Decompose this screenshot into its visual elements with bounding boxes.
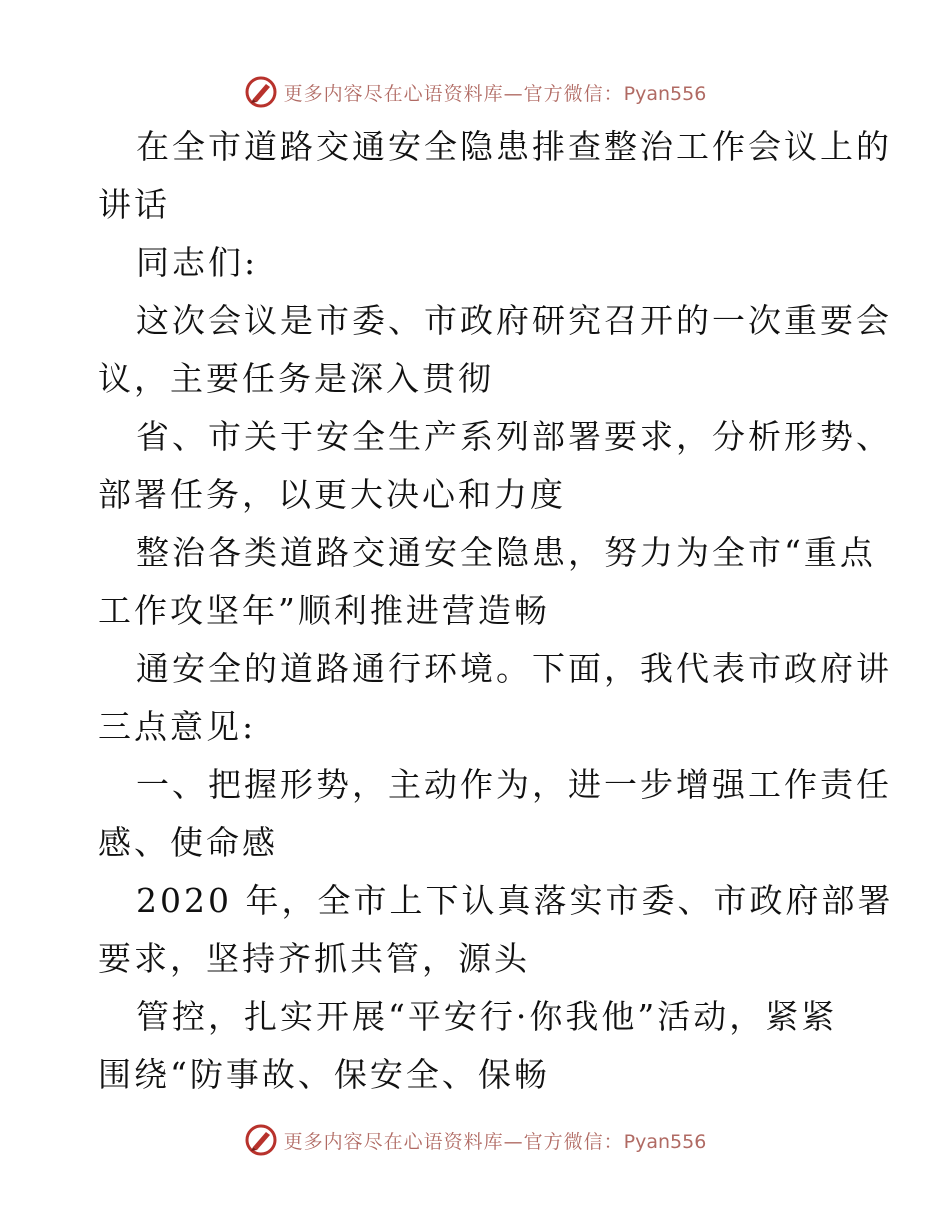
watermark-text: 更多内容尽在心语资料库—官方微信：Pyan556: [283, 1130, 707, 1153]
text-line: 讲话: [98, 185, 170, 224]
text-line: 通安全的道路通行环境。下面，我代表市政府讲: [136, 649, 892, 688]
document-body: [98, 118, 894, 1104]
watermark-wechat-id: Pyan556: [623, 1130, 707, 1153]
watermark-wechat-id: Pyan556: [623, 82, 707, 105]
text-line: 一、把握形势，主动作为，进一步增强工作责任: [136, 765, 892, 804]
text-line: 2020 年，全市上下认真落实市委、市政府部署: [136, 881, 894, 920]
text-line: 部署任务，以更大决心和力度: [98, 475, 566, 514]
footer-watermark: [0, 1120, 950, 1160]
text-line: 三点意见:: [98, 707, 257, 746]
text-line: 在全市道路交通安全隐患排查整治工作会议上的: [136, 127, 892, 166]
header-watermark: [0, 72, 950, 112]
text-line: 省、市关于安全生产系列部署要求，分析形势、: [136, 417, 892, 456]
watermark-text: 更多内容尽在心语资料库—官方微信：Pyan556: [283, 82, 707, 105]
text-line: 管控，扎实开展“平安行·你我他”活动，紧紧: [136, 997, 838, 1036]
text-line: 这次会议是市委、市政府研究召开的一次重要会: [136, 301, 892, 340]
text-line: 同志们:: [136, 243, 259, 282]
text-line: 要求，坚持齐抓共管，源头: [98, 939, 530, 978]
text-line: 议，主要任务是深入贯彻: [98, 359, 494, 398]
text-line: 围绕“防事故、保安全、保畅: [98, 1055, 550, 1094]
text-line: 感、使命感: [98, 823, 278, 862]
pen-seal-icon: [244, 75, 278, 109]
pen-seal-icon: [244, 1123, 278, 1157]
text-line: 工作攻坚年”顺利推进营造畅: [98, 591, 550, 630]
text-line: 整治各类道路交通安全隐患，努力为全市“重点: [136, 533, 876, 572]
